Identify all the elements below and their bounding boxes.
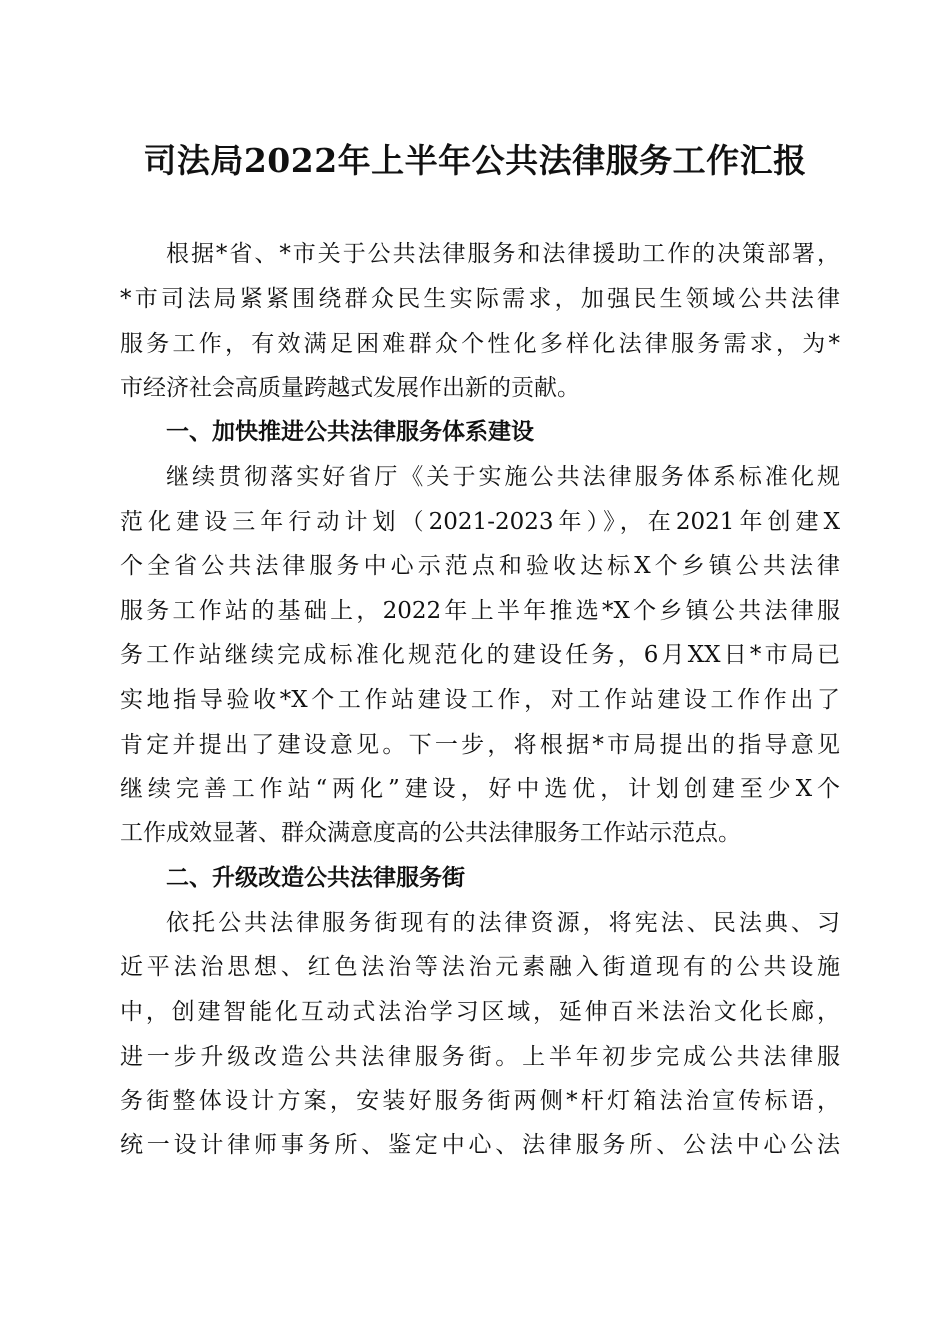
section-2-line-2: 近平法治思想、红色法治等法治元素融入街道现有的公共设施 — [120, 954, 840, 980]
section-1-line-4: 服务工作站的基础上，2022年上半年推选*X个乡镇公共法律服 — [120, 598, 840, 624]
intro-line-3: 服务工作，有效满足困难群众个性化多样化法律服务需求，为* — [120, 331, 840, 357]
section-2-heading: 二、升级改造公共法律服务街 — [166, 865, 465, 891]
section-2-line-4: 进一步升级改造公共法律服务街。上半年初步完成公共法律服 — [120, 1044, 840, 1070]
section-2-line-1: 依托公共法律服务街现有的法律资源，将宪法、民法典、习 — [166, 910, 840, 936]
intro-line-1: 根据*省、*市关于公共法律服务和法律援助工作的决策部署， — [166, 241, 840, 267]
section-1-line-9: 工作成效显著、群众满意度高的公共法律服务工作站示范点。 — [120, 820, 741, 846]
section-1-line-2: 范化建设三年行动计划（2021-2023年）》，在2021年创建X — [120, 509, 840, 535]
section-1-line-1: 继续贯彻落实好省厅《关于实施公共法律服务体系标准化规 — [166, 464, 840, 490]
section-2-line-5: 务街整体设计方案，安装好服务街两侧*杆灯箱法治宣传标语， — [120, 1088, 840, 1114]
intro-line-2: *市司法局紧紧围绕群众民生实际需求，加强民生领域公共法律 — [120, 286, 840, 312]
section-1-line-7: 肯定并提出了建设意见。下一步，将根据*市局提出的指导意见 — [120, 732, 840, 758]
section-1-line-8: 继续完善工作站“两化”建设，好中选优，计划创建至少X个 — [120, 776, 840, 802]
section-1-line-6: 实地指导验收*X个工作站建设工作，对工作站建设工作作出了 — [120, 687, 840, 713]
section-1-line-5: 务工作站继续完成标准化规范化的建设任务，6月XX日*市局已 — [120, 642, 840, 668]
intro-line-4: 市经济社会高质量跨越式发展作出新的贡献。 — [120, 375, 580, 401]
document-title: 司法局2022年上半年公共法律服务工作汇报 — [143, 141, 807, 180]
section-2-line-3: 中，创建智能化互动式法治学习区域，延伸百米法治文化长廊， — [120, 999, 840, 1025]
section-1-line-3: 个全省公共法律服务中心示范点和验收达标X个乡镇公共法律 — [120, 553, 840, 579]
section-2-line-6: 统一设计律师事务所、鉴定中心、法律服务所、公法中心公法 — [120, 1132, 840, 1158]
section-1-heading: 一、加快推进公共法律服务体系建设 — [166, 419, 534, 445]
